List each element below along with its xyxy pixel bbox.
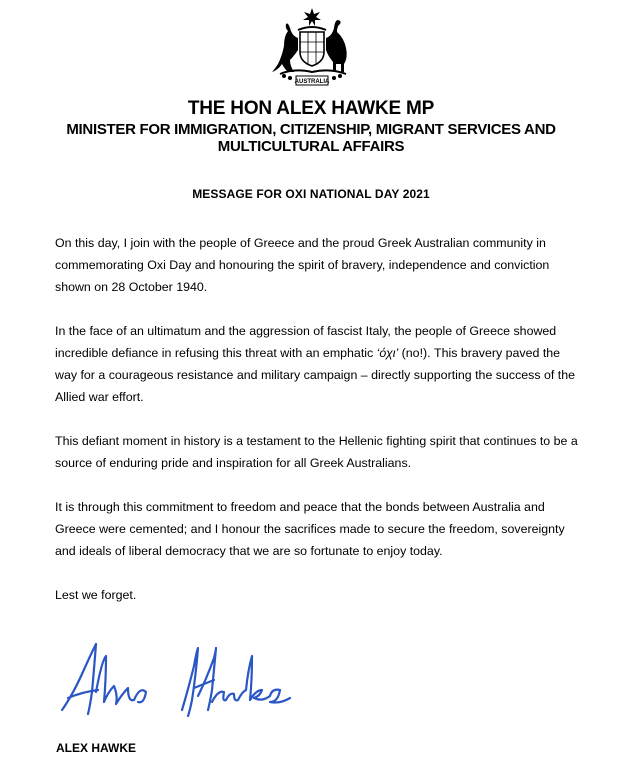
minister-title-line-1: MINISTER FOR IMMIGRATION, CITIZENSHIP, MIGRANT SERVICES AND	[66, 121, 556, 138]
shield-icon	[300, 32, 324, 66]
paragraph-4: It is through this commitment to freedom and peace that the bonds between Australia and Greece were cemented; and I honour the sacrifices made to secure the freedom, sovereignty and ideals of liberal democracy that we are so fortunate to enjoy today.	[55, 500, 565, 558]
coat-of-arms-logo	[264, 6, 360, 90]
greek-word-oxi: ‘όχι’	[376, 346, 399, 360]
minister-title-line-2: MULTICULTURAL AFFAIRS	[217, 138, 405, 155]
signatory-name: ALEX HAWKE	[56, 741, 137, 755]
crest-scroll-label: AUSTRALIA	[294, 79, 330, 85]
commonwealth-star-icon	[303, 8, 321, 26]
minister-name: THE HON ALEX HAWKE MP	[187, 98, 435, 119]
message-title: MESSAGE FOR OXI NATIONAL DAY 2021	[192, 187, 430, 201]
minister-title	[0, 121, 622, 155]
message-body	[55, 232, 585, 628]
closing-line: Lest we forget.	[55, 588, 137, 602]
paragraph-2-start: In the face of an ultimatum and the aggression of fascist Italy, the people of Greece showed incredible defiance in refusing this threat with an emphatic	[55, 324, 557, 360]
paragraph-2	[55, 320, 585, 408]
paragraph-3: This defiant moment in history is a testament to the Hellenic fighting spirit that continues to be a source of enduring pride and inspiration for all Greek Australians.	[55, 434, 578, 470]
kangaroo-icon	[272, 24, 298, 73]
paragraph-1: On this day, I join with the people of Greece and the proud Greek Australian community in commemorating Oxi Day and honouring the spirit of bravery, independence and conviction shown on 28 October 1940.	[55, 236, 550, 294]
paragraph-2-end: (no!). This bravery paved the way for a courageous resistance and military campaign – directly supporting the success of the Allied war effort.	[55, 346, 575, 404]
emu-icon	[326, 20, 347, 72]
handwritten-signature	[58, 640, 294, 728]
